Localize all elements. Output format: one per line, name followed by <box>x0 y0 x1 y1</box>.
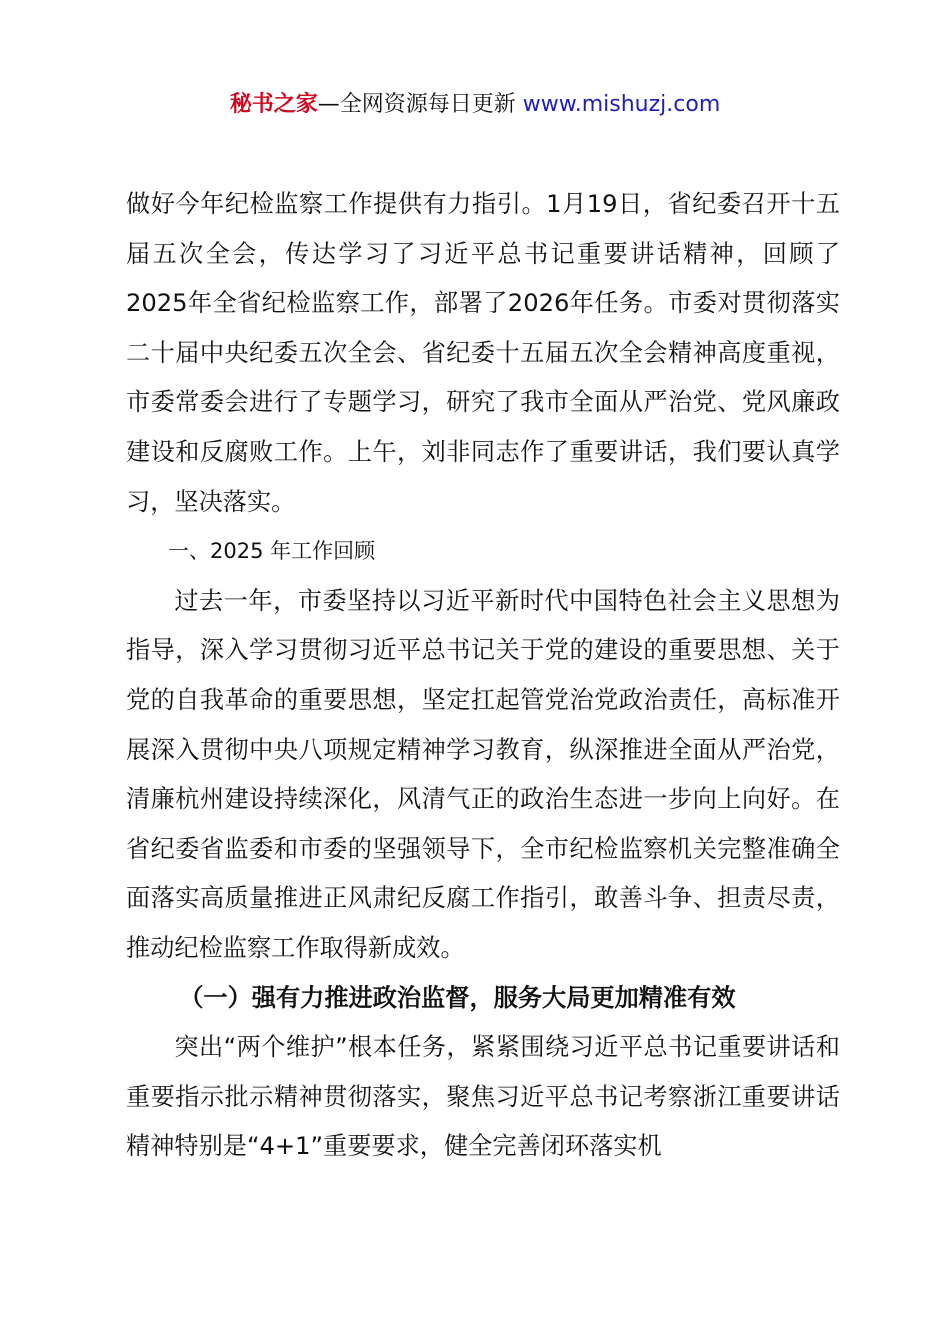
document-body <box>126 180 840 1172</box>
brand-name: 秘书之家 <box>229 92 318 117</box>
paragraph-1: 做好今年纪检监察工作提供有力指引。1月19日，省纪委召开十五届五次全会，传达学习了习近平总书记重要讲话精神，回顾了2025年全省纪检监察工作，部署了2026年任务。市委对贯彻落实二十届中央纪委五次全会、省纪委十五届五次全会精神高度重视，市委常委会进行了专题学习，研究了我市全面从严治党、党风廉政建设和反腐败工作。上午，刘非同志作了重要讲话，我们要认真学习，坚决落实。 <box>126 190 840 516</box>
section-heading: 一、2025 年工作回顾 <box>168 539 376 564</box>
site-url-link[interactable]: www.mishuzj.com <box>522 92 721 117</box>
site-header <box>0 88 950 122</box>
subsection-heading: （一）强有力推进政治监督，服务大局更加精准有效 <box>179 983 736 1012</box>
header-tagline: —全网资源每日更新 <box>317 92 516 117</box>
paragraph-3: 突出“两个维护”根本任务，紧紧围绕习近平总书记重要讲话和重要指示批示精神贯彻落实，聚焦习近平总书记考察浙江重要讲话精神特别是“4+1”重要要求，健全完善闭环落实机 <box>126 1033 840 1161</box>
paragraph-2: 过去一年，市委坚持以习近平新时代中国特色社会主义思想为指导，深入学习贯彻习近平总书记关于党的建设的重要思想、关于党的自我革命的重要思想，坚定扛起管党治党政治责任，高标准开展深入贯彻中央八项规定精神学习教育，纵深推进全面从严治党，清廉杭州建设持续深化，风清气正的政治生态进一步向上向好。在省纪委省监委和市委的坚强领导下，全市纪检监察机关完整准确全面落实高质量推进正风肃纪反腐工作指引，敢善斗争、担责尽责，推动纪检监察工作取得新成效。 <box>126 586 840 962</box>
